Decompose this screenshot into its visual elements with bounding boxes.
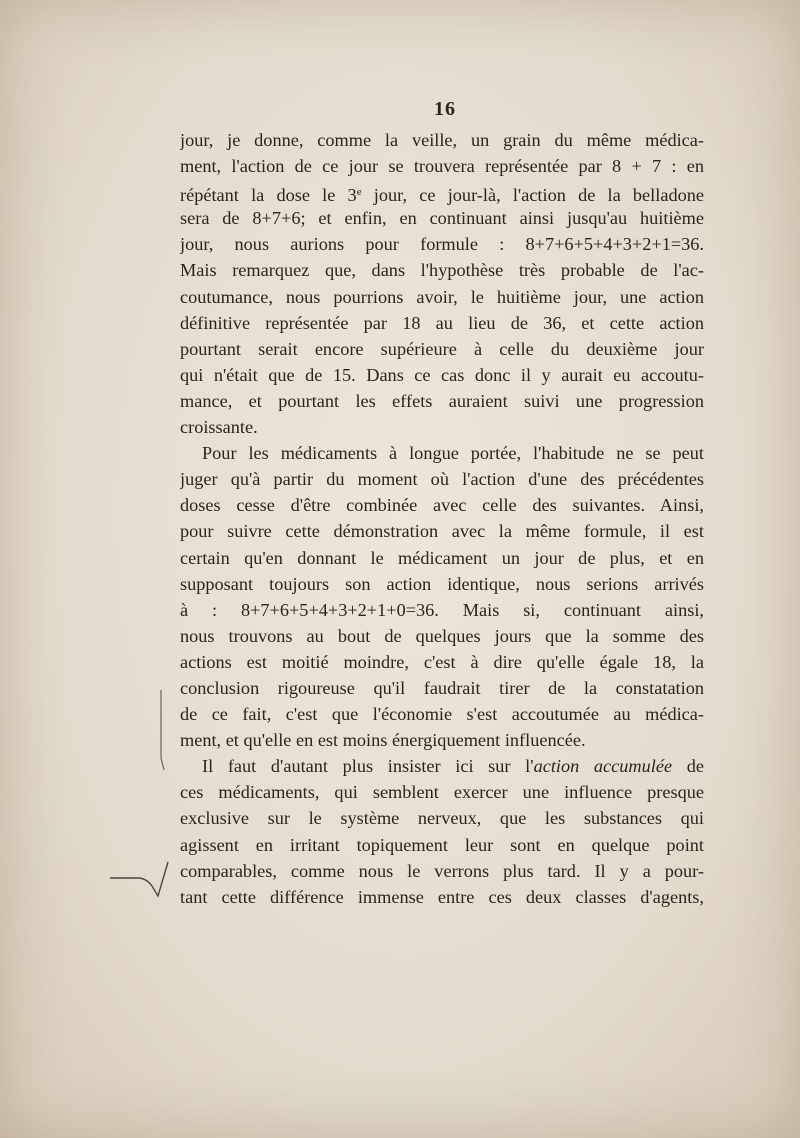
page-number: 16: [434, 98, 456, 120]
superscript: e: [356, 186, 362, 199]
text-line: mance, et pourtant les effets auraient suivi une progression: [180, 390, 704, 411]
text-line: conclusion rigoureuse qu'il faudrait tirer de la constatation: [180, 677, 704, 698]
text-line: de ce fait, c'est que l'économie s'est accoutumée au médica-: [180, 704, 704, 725]
text-line: jour, je donne, comme la veille, un grain du même médica-: [180, 130, 704, 150]
text-line: à : 8+7+6+5+4+3+2+1+0=36. Mais si, continuant ainsi,: [180, 599, 704, 620]
text-line: certain qu'en donnant le médicament un jour de plus, et en: [180, 547, 704, 568]
text-line: comparables, comme nous le verrons plus tard. Il y a pour-: [180, 860, 704, 881]
text-line: agissent en irritant topiquement leur sont en quelque point: [180, 834, 704, 855]
pencil-check-mark-icon: [108, 856, 188, 916]
text-line: ment, l'action de ce jour se trouvera représentée par 8 + 7 : en: [180, 156, 704, 177]
text-line: pour suivre cette démonstration avec la même formule, il est: [180, 521, 704, 542]
text-segment: de: [672, 756, 704, 777]
text-line: juger qu'à partir du moment où l'action d'une des précédentes: [180, 469, 704, 490]
text-line: jour, nous aurions pour formule : 8+7+6+5+4+3+2+1=36.: [180, 234, 704, 255]
body-text: [180, 127, 704, 910]
text-line: tant cette différence immense entre ces deux classes d'agents,: [180, 886, 704, 907]
text-line: Mais remarquez que, dans l'hypothèse très probable de l'ac-: [180, 260, 704, 281]
text-line: qui n'était que de 15. Dans ce cas donc il y aurait eu accoutu-: [180, 364, 704, 385]
text-line: pourtant serait encore supérieure à celle du deuxième jour: [180, 338, 704, 359]
text-line: supposant toujours son action identique, nous serions arrivés: [180, 573, 704, 594]
text-line: croissante.: [180, 417, 258, 438]
text-line: sera de 8+7+6; et enfin, en continuant ainsi jusqu'au huitième: [180, 208, 704, 229]
text-line: [180, 753, 704, 779]
text-line: définitive représentée par 18 au lieu de 36, et cette action: [180, 312, 704, 333]
italic-phrase: action accumulée: [533, 756, 673, 777]
text-segment: répétant la dose le 3: [180, 185, 357, 206]
text-line: nous trouvons au bout de quelques jours que la somme des: [180, 625, 704, 646]
text-segment: Il faut d'autant plus insister ici sur l': [202, 756, 534, 777]
text-segment: jour, ce jour-là, l'action de la belladone: [361, 185, 704, 206]
text-line: ces médicaments, qui semblent exercer une influence presque: [180, 782, 704, 803]
text-line: [180, 179, 704, 205]
text-line: exclusive sur le système nerveux, que les substances qui: [180, 808, 704, 829]
text-line: doses cesse d'être combinée avec celle des suivantes. Ainsi,: [180, 495, 704, 516]
text-line: actions est moitié moindre, c'est à dire qu'elle égale 18, la: [180, 651, 704, 672]
text-line: ment, et qu'elle en est moins énergiquement influencée.: [180, 730, 586, 751]
text-line: coutumance, nous pourrions avoir, le huitième jour, une action: [180, 286, 704, 307]
pencil-margin-line: [157, 688, 165, 772]
text-line: Pour les médicaments à longue portée, l'habitude ne se peut: [202, 443, 704, 464]
